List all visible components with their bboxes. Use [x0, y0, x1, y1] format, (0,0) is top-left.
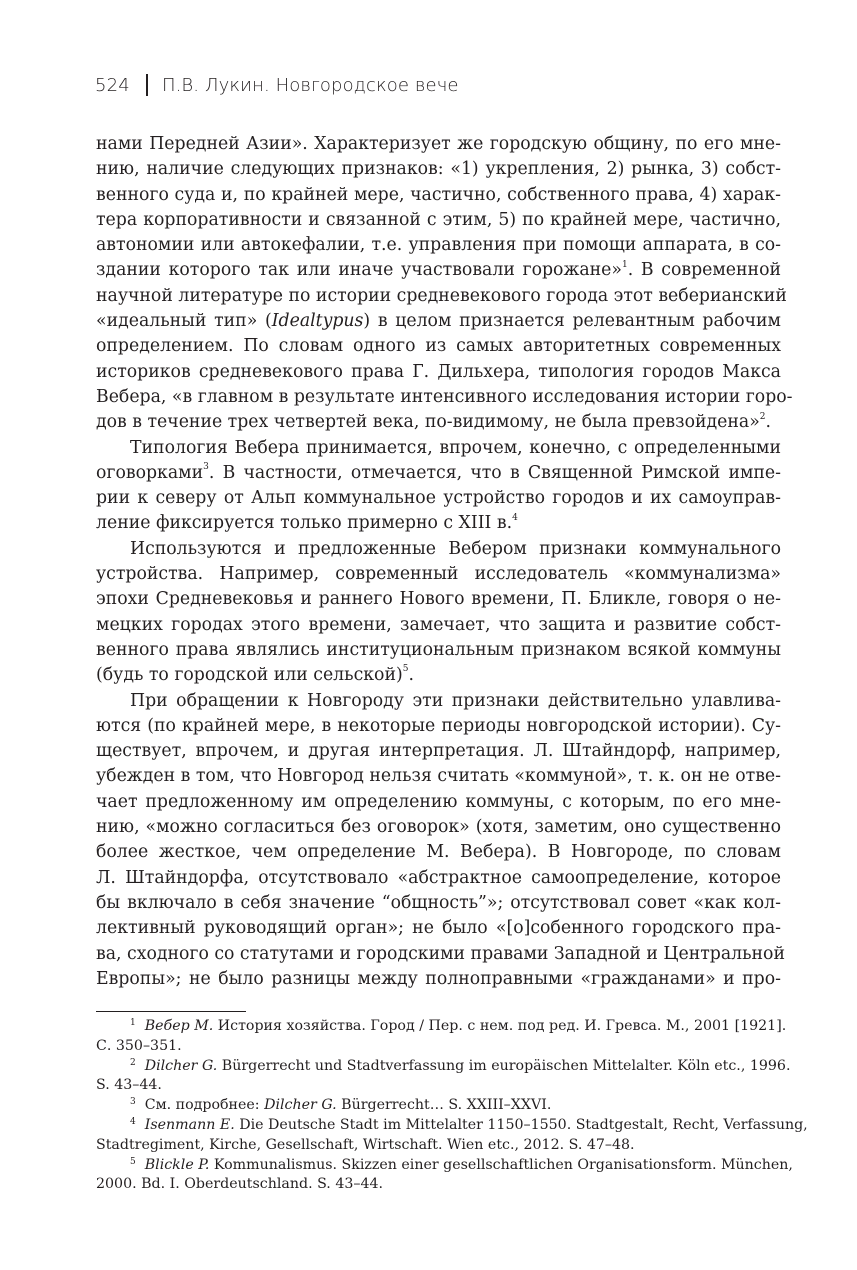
text-line: нами Передней Азии». Характеризует же городскую общину, по его мне- — [96, 134, 781, 154]
header-separator — [146, 74, 148, 96]
main-text — [96, 132, 793, 1017]
text-line: автономии или автокефалии, т.е. управления при помощи аппарата, в со- — [96, 235, 781, 256]
footnotes — [96, 1017, 808, 1195]
footnote-ref: 1 — [621, 259, 628, 270]
text-line: ление фиксируется только примерно с XIII в.$^4$ — [96, 512, 518, 534]
running-title: П.В. Лукин. Новгородское вече — [161, 74, 459, 96]
text-line: Л. Штайндорфа, отсутствовало «абстрактное самоопределение, которое — [96, 867, 781, 888]
footnote-line: $^5$ Blickle P. Kommunalismus. Skizzen einer gesellschaftlichen Organisationsform. München, — [130, 1156, 793, 1173]
text-line: Используются и предложенные Вебером признаки коммунального — [130, 538, 781, 559]
text-line: эпохи Средневековья и раннего Нового времени, П. Бликле, говоря о не- — [96, 589, 781, 610]
footnote-number: 2 — [130, 1057, 136, 1068]
footnote-line: $^4$ Isenmann E. Die Deutsche Stadt im Mittelalter 1150–1550. Stadtgestalt, Recht, Verfassung, — [130, 1116, 808, 1133]
text-line: научной литературе по истории средневекового города этот веберианский — [96, 285, 787, 306]
text-line: дов в течение трех четвертей века, по-видимому, не была превзойдена»$^2$. — [96, 411, 772, 433]
footnote-line: $^2$ Dilcher G. Bürgerrecht und Stadtverfassung im europäischen Mittelalter. Köln etc., 1996. — [130, 1057, 791, 1074]
text-line: чает предложенному им определению коммуны, с которым, по его мне- — [96, 791, 781, 812]
text-line: тера корпоративности и связанной с этим, 5) по крайней мере, частично, — [96, 209, 781, 230]
text-line: ществует, впрочем, и другая интерпретация. Л. Штайндорф, например, — [96, 741, 781, 762]
text-line: лективный руководящий орган»; не было «[о]собенного городского пра- — [96, 918, 781, 939]
footnote-number: 3 — [130, 1097, 136, 1108]
footnote-ref: 3 — [203, 462, 209, 473]
text-line: нию, наличие следующих признаков: «1) укрепления, 2) рынка, 3) собст- — [96, 159, 781, 180]
text-line: ва, сходного со статутами и городскими правами Западной и Центральной — [96, 943, 785, 964]
footnote-line: $^1$ Вебер М. История хозяйства. Город / Пер. с нем. под ред. И. Гревса. М., 2001 [1921]. — [130, 1018, 787, 1034]
text-line: мецких городах этого времени, замечает, что защита и развитие собст- — [96, 614, 781, 635]
text-line: оговорками$^3$. В частности, отмечается, что в Священной Римской импе- — [96, 462, 781, 483]
text-line: устройства. Например, современный исследователь «коммунализма» — [96, 564, 781, 585]
footnote-ref: 5 — [402, 664, 409, 675]
footnote-number: 1 — [130, 1018, 136, 1028]
footnote-line: S. 43–44. — [96, 1077, 162, 1094]
text-line: Типология Вебера принимается, впрочем, конечно, с определенными — [130, 437, 781, 458]
footnote-number: 5 — [130, 1156, 136, 1167]
text-line: убежден в том, что Новгород нельзя считать «коммуной», т. к. он не отве- — [96, 766, 781, 787]
text-line: «идеальный тип» (Idealtypus) в целом признается релевантным рабочим — [96, 311, 781, 332]
text-line: определением. По словам одного из самых авторитетных современных — [96, 336, 781, 357]
page-number: 524 — [95, 74, 130, 96]
text-line: венного права являлись институциональным признаком всякой коммуны — [96, 639, 781, 660]
footnote-line: Stadtregiment, Kirche, Gesellschaft, Wirtschaft. Wien etc., 2012. S. 47–48. — [96, 1136, 635, 1153]
footnote-ref: 2 — [759, 411, 766, 422]
text-line: Европы»; не было разницы между полноправными «гражданами» и про- — [96, 968, 781, 989]
footnote-line: $^3$ См. подробнее: Dilcher G. Bürgerrecht… S. XXIII–XXVI. — [130, 1097, 552, 1114]
text-line: нию, «можно согласиться без оговорок» (хотя, заметим, оно существенно — [96, 817, 781, 838]
footnote-ref: 4 — [512, 512, 518, 523]
footnote-number: 4 — [130, 1116, 136, 1127]
text-line: здании которого так или иначе участвовали горожане»$^1$. В современной — [96, 259, 781, 281]
text-line: ются (по крайней мере, в некоторые периоды новгородской истории). Су- — [96, 715, 781, 736]
text-line — [96, 992, 781, 1017]
text-line: рии к северу от Альп коммунальное устройство городов и их самоуправ- — [96, 488, 781, 509]
text-line: венного суда и, по крайней мере, частично, собственного права, 4) харак- — [96, 184, 781, 205]
text-line: Вебера, «в главном в результате интенсивного исследования истории горо- — [96, 386, 793, 407]
footnote-divider — [96, 1011, 246, 1012]
text-line: При обращении к Новгороду эти признаки действительно улавлива- — [130, 690, 781, 711]
text-line: бы включало в себя значение “общность”»; отсутствовал совет «как кол- — [96, 892, 781, 913]
running-header — [95, 68, 459, 102]
text-line: (будь то городской или сельской)$^5$. — [96, 664, 414, 686]
footnote-line: 2000. Bd. I. Oberdeutschland. S. 43–44. — [96, 1176, 384, 1193]
text-line: историков средневекового права Г. Дильхера, типология городов Макса — [96, 361, 781, 382]
text-line: более жесткое, чем определение М. Вебера). В Новгороде, по словам — [96, 842, 781, 863]
footnote-line: С. 350–351. — [96, 1037, 182, 1054]
